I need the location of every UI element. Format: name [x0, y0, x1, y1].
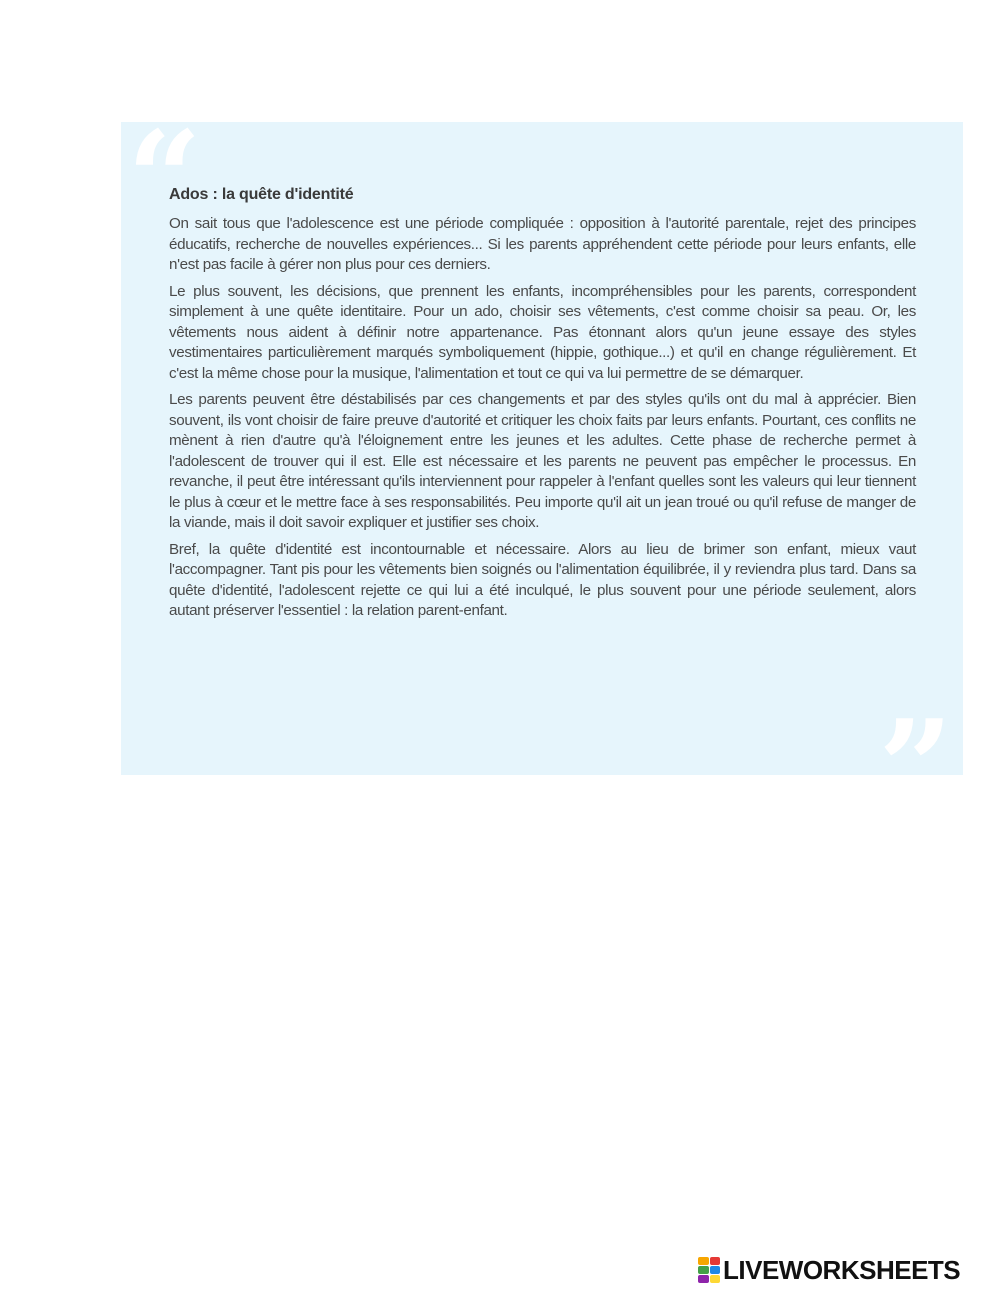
close-quote-icon: ” [878, 691, 953, 844]
liveworksheets-brand [698, 1255, 960, 1285]
article-paragraph: Bref, la quête d'identité est incontournable et nécessaire. Alors au lieu de brimer son enfant, mieux vaut l'accompagner. Tant pis pour les vêtements bien soignés ou l'alimentation équilibrée, il y reviendra plus tard. Dans sa quête d'identité, l'adolescent rejette ce qui lui a été inculqué, le plus souvent pour une période seulement, alors autant préserver l'essentiel : la relation parent-enfant. [169, 540, 916, 619]
liveworksheets-logo-icon [698, 1257, 720, 1283]
article-paragraph: On sait tous que l'adolescence est une période compliquée : opposition à l'autorité parentale, rejet des principes éducatifs, recherche de nouvelles expériences... Si les parents appréhendent cette période pour leurs enfants, elle n'est pas facile à gérer non plus pour ces derniers. [169, 215, 916, 273]
logo-tile [698, 1275, 709, 1283]
logo-tile [710, 1257, 721, 1265]
logo-tile [698, 1266, 709, 1274]
article [169, 186, 916, 628]
logo-tile [710, 1275, 721, 1283]
brand-name: LIVEWORKSHEETS [723, 1255, 961, 1285]
article-title: Ados : la quête d'identité [169, 186, 354, 203]
article-paragraph: Le plus souvent, les décisions, que prennent les enfants, incompréhensibles pour les parents, correspondent simplement à une quête identitaire. Pour un ado, choisir ses vêtements, c'est comme choisir sa peau. Or, les vêtements nous aident à définir notre appartenance. Pas étonnant alors qu'un jeune essaye des styles vestimentaires particulièrement marqués symboliquement (hippie, gothique...) et qu'il en change régulièrement. Et c'est la même chose pour la musique, l'alimentation et tout ce qui va lui permettre de se démarquer. [169, 282, 916, 382]
article-paragraph: Les parents peuvent être déstabilisés par ces changements et par des styles qu'ils ont du mal à apprécier. Bien souvent, ils vont choisir de faire preuve d'autorité et critiquer les choix faits par leurs enfants. Pourtant, ces conflits ne mènent à rien d'autre qu'à l'éloignement entre les jeunes et les adultes. Cette phase de recherche permet à l'adolescent de trouver qui il est. Elle est nécessaire et les parents ne peuvent pas empêcher le processus. En revanche, il peut être intéressant qu'ils interviennent pour rappeler à l'enfant quelles sont les valeurs qui leur tiennent le plus à cœur et le mettre face à ses responsabilités. Peu importe qu'il ait un jean troué ou qu'il refuse de manger de la viande, mais il doit savoir expliquer et justifier ses choix. [169, 391, 916, 531]
quote-box [121, 102, 963, 844]
logo-tile [698, 1257, 709, 1265]
logo-tile [710, 1266, 721, 1274]
open-quote-icon: “ [127, 102, 202, 255]
